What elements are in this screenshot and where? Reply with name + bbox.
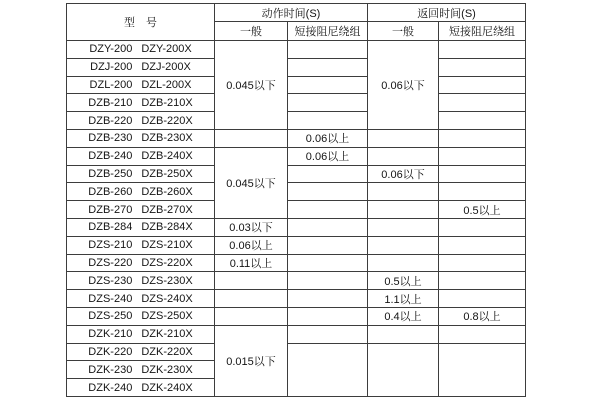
cell-action-damping <box>288 218 368 236</box>
model-name-2: DZS-250X <box>141 310 193 323</box>
cell-action-damping <box>288 201 368 219</box>
model-name-2: DZB-260X <box>141 185 193 198</box>
table-row <box>67 165 526 183</box>
model-name-2: DZK-220X <box>141 345 193 358</box>
table-row <box>67 272 526 290</box>
cell-action-general: 0.06以上 <box>215 236 288 254</box>
cell-model <box>67 112 215 130</box>
cell-action-damping <box>288 183 368 201</box>
cell-model <box>67 201 215 219</box>
model-name-2: DZK-210X <box>141 328 193 341</box>
cell-model <box>67 236 215 254</box>
model-name-2: DZS-210X <box>141 239 193 252</box>
cell-return-damping <box>439 41 526 59</box>
cell-return-damping <box>439 183 526 201</box>
model-name-2: DZL-200X <box>141 78 192 91</box>
cell-return-damping <box>439 165 526 183</box>
cell-action-damping <box>288 307 368 325</box>
cell-action-general <box>215 129 288 147</box>
model-name-1: DZY-200 <box>89 43 133 56</box>
model-name-1: DZB-230 <box>88 132 133 145</box>
cell-model <box>67 41 215 59</box>
cell-return-damping: 0.5以上 <box>439 201 526 219</box>
cell-action-damping <box>288 58 368 76</box>
cell-return-damping: 0.8以上 <box>439 307 526 325</box>
cell-return-general <box>368 183 439 201</box>
cell-model <box>67 147 215 165</box>
model-name-1: DZB-284 <box>88 221 133 234</box>
table-row <box>67 76 526 94</box>
cell-action-damping <box>288 94 368 112</box>
cell-action-damping: 0.06以上 <box>288 147 368 165</box>
cell-model <box>67 165 215 183</box>
cell-return-general: 0.4以上 <box>368 307 439 325</box>
cell-action-damping <box>288 112 368 130</box>
table-row <box>67 290 526 308</box>
model-name-1: DZS-250 <box>88 310 133 323</box>
cell-action-general: 0.11以上 <box>215 254 288 272</box>
cell-return-general <box>368 218 439 236</box>
model-name-1: DZK-230 <box>88 363 133 376</box>
cell-action-damping <box>288 41 368 59</box>
relay-spec-table <box>66 3 526 397</box>
cell-model <box>67 343 215 361</box>
model-name-1: DZJ-200 <box>90 61 133 74</box>
cell-return-general <box>368 254 439 272</box>
cell-model <box>67 325 215 343</box>
header-return-time: 返回时间(S) <box>368 4 526 22</box>
table-row <box>67 183 526 201</box>
table-row <box>67 129 526 147</box>
model-name-2: DZB-210X <box>141 96 193 109</box>
cell-return-damping <box>439 343 526 396</box>
cell-action-general: 0.015以下 <box>215 325 288 396</box>
model-name-2: DZS-220X <box>141 256 193 269</box>
table-row <box>67 325 526 343</box>
cell-return-damping <box>439 129 526 147</box>
cell-action-general: 0.03以下 <box>215 218 288 236</box>
cell-return-general: 0.06以下 <box>368 41 439 130</box>
model-name-1: DZK-240 <box>88 381 133 394</box>
cell-model <box>67 58 215 76</box>
model-name-1: DZB-250 <box>88 167 133 180</box>
table-row <box>67 201 526 219</box>
table-row <box>67 254 526 272</box>
cell-model <box>67 361 215 379</box>
cell-return-damping <box>439 58 526 76</box>
cell-return-general <box>368 201 439 219</box>
cell-model <box>67 218 215 236</box>
cell-return-general: 1.1以上 <box>368 290 439 308</box>
table-row <box>67 343 526 361</box>
model-name-1: DZS-230 <box>88 274 133 287</box>
table-row <box>67 236 526 254</box>
table-row <box>67 58 526 76</box>
cell-model <box>67 379 215 397</box>
cell-action-damping <box>288 272 368 290</box>
header-model: 型 号 <box>67 4 215 41</box>
table-row <box>67 112 526 130</box>
header-return-general: 一般 <box>368 22 439 41</box>
model-name-2: DZS-240X <box>141 292 193 305</box>
model-name-2: DZB-270X <box>141 203 193 216</box>
model-name-1: DZK-210 <box>88 328 133 341</box>
model-name-1: DZB-240 <box>88 150 133 163</box>
cell-action-damping <box>288 325 368 343</box>
model-name-1: DZS-240 <box>88 292 133 305</box>
header-return-damping: 短接阻尼绕组 <box>439 22 526 41</box>
model-name-1: DZK-220 <box>88 345 133 358</box>
model-name-2: DZK-240X <box>141 381 193 394</box>
model-name-2: DZB-220X <box>141 114 193 127</box>
cell-return-general <box>368 129 439 147</box>
cell-return-general <box>368 343 439 396</box>
header-action-damping: 短接阻尼绕组 <box>288 22 368 41</box>
table-row <box>67 307 526 325</box>
cell-return-damping <box>439 76 526 94</box>
cell-model <box>67 290 215 308</box>
cell-action-damping: 0.06以上 <box>288 129 368 147</box>
cell-return-damping <box>439 325 526 343</box>
cell-return-damping <box>439 112 526 130</box>
model-name-1: DZS-220 <box>88 256 133 269</box>
model-name-1: DZB-260 <box>88 185 133 198</box>
model-name-1: DZL-200 <box>89 78 133 91</box>
cell-action-damping <box>288 290 368 308</box>
cell-action-damping <box>288 254 368 272</box>
model-name-2: DZS-230X <box>141 274 193 287</box>
cell-model <box>67 307 215 325</box>
cell-return-general <box>368 147 439 165</box>
model-name-2: DZB-240X <box>141 150 193 163</box>
cell-return-damping <box>439 147 526 165</box>
model-name-1: DZB-210 <box>88 96 133 109</box>
cell-model <box>67 183 215 201</box>
cell-action-general: 0.045以下 <box>215 41 288 130</box>
model-name-2: DZB-284X <box>141 221 193 234</box>
cell-model <box>67 272 215 290</box>
table-row <box>67 218 526 236</box>
cell-action-general: 0.045以下 <box>215 147 288 218</box>
cell-return-damping <box>439 94 526 112</box>
cell-return-damping <box>439 290 526 308</box>
cell-action-damping <box>288 236 368 254</box>
cell-return-damping <box>439 236 526 254</box>
model-name-2: DZY-200X <box>141 43 192 56</box>
model-name-2: DZJ-200X <box>141 61 191 74</box>
cell-model <box>67 94 215 112</box>
cell-action-damping <box>288 76 368 94</box>
model-name-2: DZB-250X <box>141 167 193 180</box>
cell-return-damping <box>439 254 526 272</box>
cell-model <box>67 129 215 147</box>
cell-action-general <box>215 290 288 308</box>
cell-action-general <box>215 307 288 325</box>
model-name-1: DZB-270 <box>88 203 133 216</box>
table-row <box>67 147 526 165</box>
model-name-2: DZB-230X <box>141 132 193 145</box>
cell-return-general <box>368 325 439 343</box>
header-action-time: 动作时间(S) <box>215 4 368 22</box>
cell-action-damping <box>288 165 368 183</box>
cell-return-general: 0.5以上 <box>368 272 439 290</box>
cell-action-general <box>215 272 288 290</box>
cell-return-damping <box>439 272 526 290</box>
cell-model <box>67 76 215 94</box>
cell-return-general <box>368 236 439 254</box>
cell-action-damping <box>288 343 368 396</box>
model-name-1: DZS-210 <box>88 239 133 252</box>
header-action-general: 一般 <box>215 22 288 41</box>
header-row-1 <box>67 4 526 22</box>
model-name-1: DZB-220 <box>88 114 133 127</box>
table-row <box>67 41 526 59</box>
cell-return-damping <box>439 218 526 236</box>
model-name-2: DZK-230X <box>141 363 193 376</box>
cell-model <box>67 254 215 272</box>
table-row <box>67 94 526 112</box>
cell-return-general: 0.06以下 <box>368 165 439 183</box>
